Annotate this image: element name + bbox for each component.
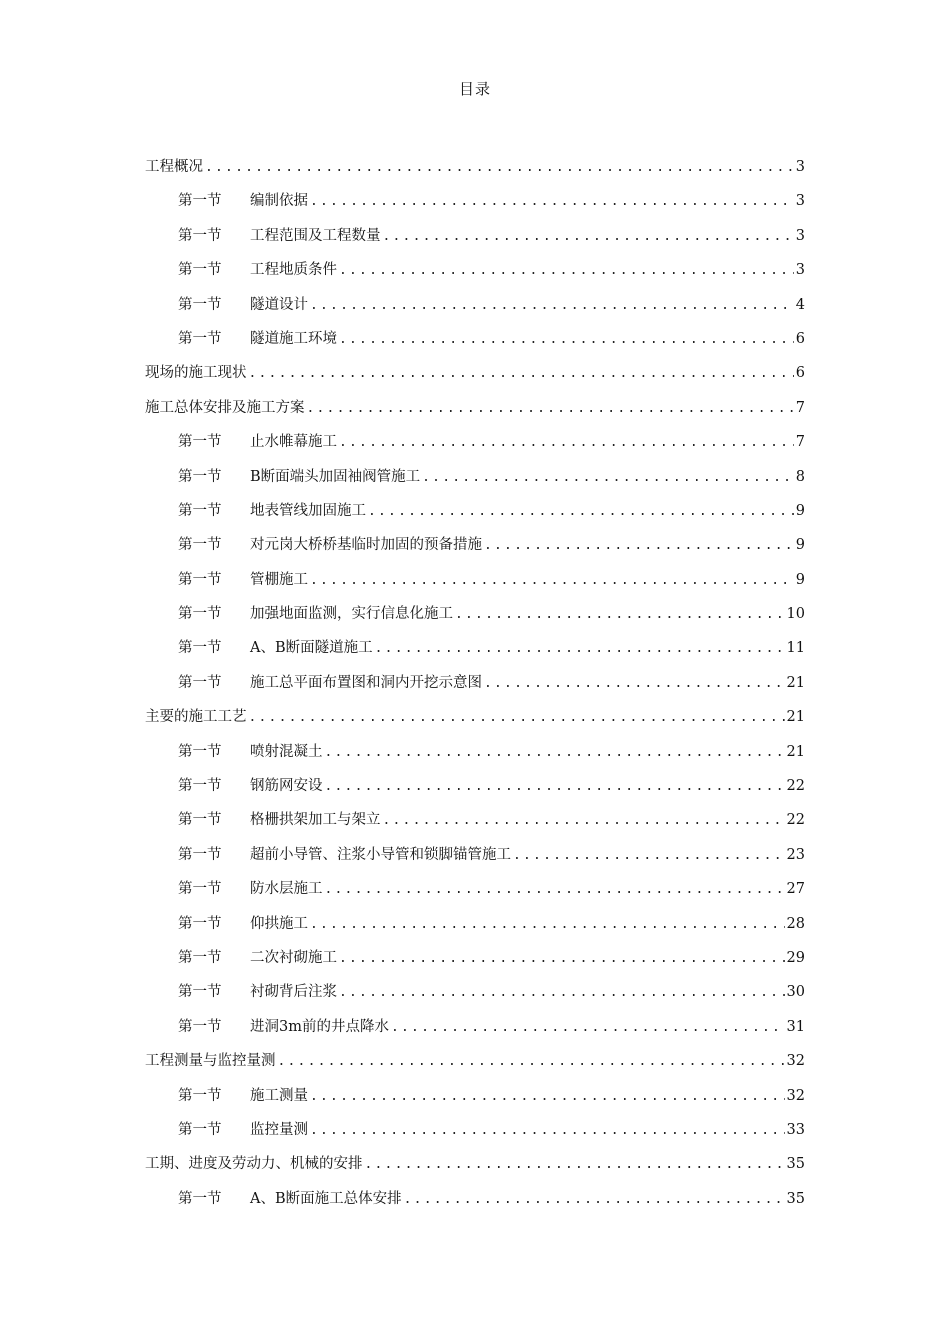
toc-section-number: 第一节 [178, 812, 222, 829]
toc-section-number: 第一节 [178, 1190, 222, 1207]
toc-dot-leader [383, 804, 785, 838]
toc-section-entry[interactable] [145, 219, 805, 253]
toc-page-number: 3 [795, 193, 805, 210]
toc-dot-leader [325, 873, 785, 907]
toc-entry-text: 施工总体安排及施工方案 [145, 399, 305, 416]
toc-entry-text: B断面端头加固袖阀管施工 [250, 468, 421, 485]
toc-dot-leader [339, 942, 785, 976]
toc-dot-leader [339, 976, 785, 1010]
toc-dot-leader [339, 323, 794, 357]
toc-chapter-entry[interactable] [145, 700, 805, 734]
toc-entry-text: 管棚施工 [250, 571, 308, 588]
toc-entry-text: 施工测量 [250, 1087, 308, 1104]
toc-chapter-entry[interactable] [145, 391, 805, 425]
toc-chapter-entry[interactable] [145, 356, 805, 390]
toc-dot-leader [310, 185, 794, 219]
toc-dot-leader [249, 701, 785, 735]
toc-section-entry[interactable] [145, 803, 805, 837]
toc-section-entry[interactable] [145, 666, 805, 700]
toc-section-number: 第一节 [178, 502, 222, 519]
toc-section-number: 第一节 [178, 640, 222, 657]
toc-page-number: 22 [786, 778, 805, 795]
toc-section-entry[interactable] [145, 494, 805, 528]
toc-dot-leader [455, 598, 785, 632]
toc-page-number: 21 [786, 674, 805, 691]
toc-page-number: 4 [795, 296, 805, 313]
toc-section-number: 第一节 [178, 296, 222, 313]
toc-entry-text: 工程地质条件 [250, 262, 337, 279]
toc-dot-leader [391, 1011, 785, 1045]
toc-section-entry[interactable] [145, 631, 805, 665]
toc-section-number: 第一节 [178, 1087, 222, 1104]
toc-section-entry[interactable] [145, 1010, 805, 1044]
toc-section-number: 第一节 [178, 984, 222, 1001]
toc-entry-text: 仰拱施工 [250, 915, 308, 932]
toc-section-entry[interactable] [145, 597, 805, 631]
toc-dot-leader [365, 1148, 785, 1182]
toc-page-number: 7 [795, 399, 805, 416]
toc-entry-text: 主要的施工工艺 [145, 709, 247, 726]
toc-section-entry[interactable] [145, 941, 805, 975]
toc-section-entry[interactable] [145, 528, 805, 562]
toc-dot-leader [484, 667, 785, 701]
toc-page-number: 28 [786, 915, 805, 932]
toc-entry-text: 隧道设计 [250, 296, 308, 313]
toc-section-entry[interactable] [145, 563, 805, 597]
toc-dot-leader [307, 392, 794, 426]
toc-entry-text: 加强地面监测，实行信息化施工 [250, 606, 453, 623]
toc-page-number: 8 [795, 468, 805, 485]
toc-chapter-entry[interactable] [145, 1044, 805, 1078]
toc-page-number: 11 [786, 640, 805, 657]
toc-entry-text: 进洞3m前的井点降水 [250, 1018, 389, 1035]
toc-entry-text: 地表管线加固施工 [250, 502, 366, 519]
toc-section-entry[interactable] [145, 907, 805, 941]
toc-chapter-entry[interactable] [145, 150, 805, 184]
toc-page-number: 27 [786, 881, 805, 898]
toc-entry-text: 监控量测 [250, 1121, 308, 1138]
toc-section-number: 第一节 [178, 674, 222, 691]
toc-section-number: 第一节 [178, 881, 222, 898]
toc-page-number: 3 [795, 227, 805, 244]
toc-section-number: 第一节 [178, 330, 222, 347]
toc-page-number: 29 [786, 949, 805, 966]
toc-page-number: 3 [795, 159, 805, 175]
toc-section-number: 第一节 [178, 778, 222, 795]
toc-page-number: 22 [786, 812, 805, 829]
toc-section-number: 第一节 [178, 949, 222, 966]
toc-section-entry[interactable] [145, 975, 805, 1009]
toc-section-entry[interactable] [145, 769, 805, 803]
toc-dot-leader [368, 495, 794, 529]
toc-dot-leader [310, 1080, 785, 1114]
toc-dot-leader [310, 564, 794, 598]
toc-dot-leader [513, 839, 785, 873]
toc-dot-leader [339, 254, 794, 288]
toc-entry-text: 格栅拱架加工与架立 [250, 812, 381, 829]
toc-chapter-entry[interactable] [145, 1147, 805, 1181]
toc-page-number: 9 [795, 502, 805, 519]
toc-entry-text: 衬砌背后注浆 [250, 984, 337, 1001]
toc-section-entry[interactable] [145, 184, 805, 218]
toc-entry-text: 工程概况 [145, 159, 203, 175]
toc-dot-leader [325, 770, 785, 804]
toc-page-number: 6 [795, 365, 805, 382]
toc-dot-leader [404, 1183, 785, 1217]
toc-entry-text: A、B断面隧道施工 [250, 640, 373, 657]
toc-page-number: 23 [786, 846, 805, 863]
toc-dot-leader [205, 151, 794, 185]
toc-dot-leader [383, 220, 794, 254]
toc-section-number: 第一节 [178, 262, 222, 279]
toc-page-number: 6 [795, 330, 805, 347]
toc-dot-leader [310, 908, 785, 942]
toc-section-number: 第一节 [178, 193, 222, 210]
toc-entry-text: 止水帷幕施工 [250, 434, 337, 451]
toc-page-number: 31 [786, 1018, 805, 1035]
toc-page-number: 3 [795, 262, 805, 279]
toc-page-number: 35 [786, 1156, 805, 1173]
toc-entry-text: 工程范围及工程数量 [250, 227, 381, 244]
toc-section-entry[interactable] [145, 425, 805, 459]
toc-section-number: 第一节 [178, 606, 222, 623]
toc-page-number: 30 [786, 984, 805, 1001]
toc-section-entry[interactable] [145, 838, 805, 872]
toc-entry-text: 对元岗大桥桥基临时加固的预备措施 [250, 537, 482, 554]
toc-page-number: 35 [786, 1190, 805, 1207]
toc-entry-text: 隧道施工环境 [250, 330, 337, 347]
toc-entry-text: A、B断面施工总体安排 [250, 1190, 402, 1207]
toc-page-number: 32 [786, 1053, 805, 1070]
toc-entry-text: 钢筋网安设 [250, 778, 323, 795]
toc-section-entry[interactable] [145, 1079, 805, 1113]
toc-section-number: 第一节 [178, 468, 222, 485]
toc-entry-text: 喷射混凝土 [250, 743, 323, 760]
toc-page-number: 10 [786, 606, 805, 623]
toc-page-number: 7 [795, 434, 805, 451]
toc-section-entry[interactable] [145, 322, 805, 356]
toc-section-number: 第一节 [178, 571, 222, 588]
toc-entry-text: 防水层施工 [250, 881, 323, 898]
toc-section-number: 第一节 [178, 846, 222, 863]
toc-dot-leader [422, 461, 794, 495]
toc-section-entry[interactable] [145, 288, 805, 322]
toc-section-entry[interactable] [145, 872, 805, 906]
toc-section-number: 第一节 [178, 537, 222, 554]
toc-page-number: 9 [795, 537, 805, 554]
toc-section-number: 第一节 [178, 1018, 222, 1035]
toc-page-number: 32 [786, 1087, 805, 1104]
toc-entry-text: 编制依据 [250, 193, 308, 210]
toc-dot-leader [375, 632, 785, 666]
toc-section-number: 第一节 [178, 227, 222, 244]
toc-section-entry[interactable] [145, 1182, 805, 1216]
toc-entry-text: 工程测量与监控量测 [145, 1053, 276, 1070]
toc-section-entry[interactable] [145, 253, 805, 287]
toc-section-number: 第一节 [178, 915, 222, 932]
toc-entry-text: 施工总平面布置图和洞内开挖示意图 [250, 674, 482, 691]
toc-page-number: 33 [786, 1121, 805, 1138]
toc-page-number: 9 [795, 571, 805, 588]
toc-section-number: 第一节 [178, 434, 222, 451]
toc-section-entry[interactable] [145, 735, 805, 769]
toc-section-number: 第一节 [178, 1121, 222, 1138]
toc-dot-leader [484, 529, 794, 563]
toc-dot-leader [325, 736, 785, 770]
toc-dot-leader [310, 1114, 785, 1148]
toc-section-entry[interactable] [145, 460, 805, 494]
toc-title: 目录 [458, 80, 491, 98]
toc-dot-leader [339, 426, 794, 460]
table-of-contents [145, 150, 805, 1216]
toc-entry-text: 工期、进度及劳动力、机械的安排 [145, 1156, 363, 1173]
toc-entry-text: 超前小导管、注浆小导管和锁脚锚管施工 [250, 846, 511, 863]
toc-section-entry[interactable] [145, 1113, 805, 1147]
toc-entry-text: 现场的施工现状 [145, 365, 247, 382]
toc-page-number: 21 [786, 709, 805, 726]
toc-dot-leader [249, 357, 794, 391]
toc-section-number: 第一节 [178, 743, 222, 760]
toc-page-number: 21 [786, 743, 805, 760]
toc-dot-leader [278, 1045, 785, 1079]
toc-entry-text: 二次衬砌施工 [250, 949, 337, 966]
toc-dot-leader [310, 289, 794, 323]
